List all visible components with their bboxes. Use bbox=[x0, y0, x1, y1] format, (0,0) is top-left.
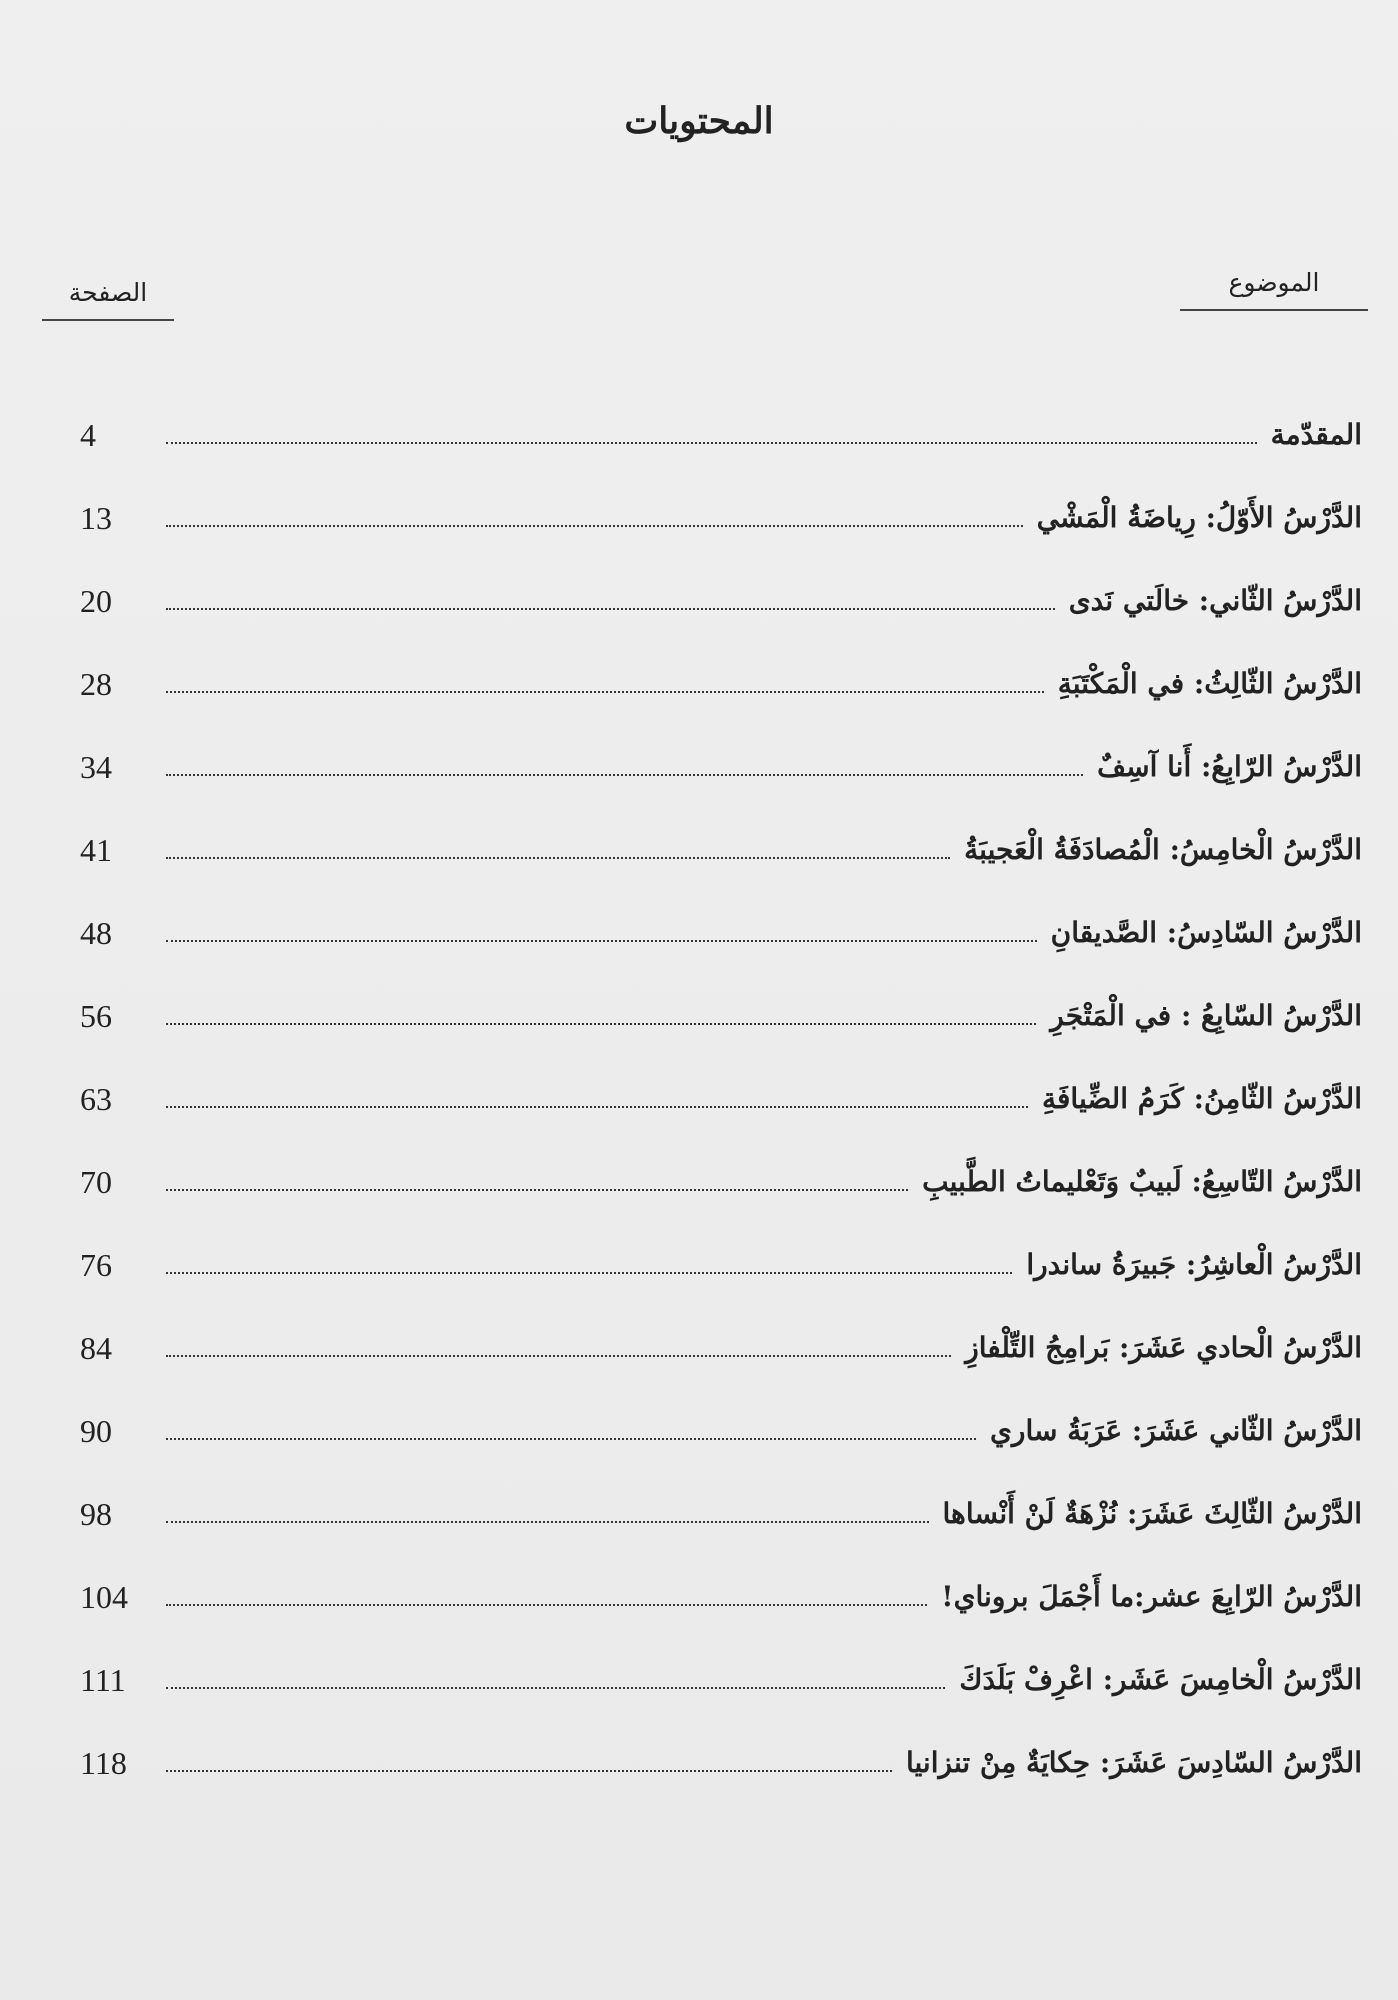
dot-leader bbox=[166, 1271, 1012, 1274]
dot-leader bbox=[166, 1188, 908, 1191]
dot-leader bbox=[166, 1437, 976, 1440]
toc-entry-page: 20 bbox=[80, 583, 112, 619]
dot-leader bbox=[166, 524, 1023, 527]
toc-entry-lesson-15 bbox=[80, 1617, 1362, 1700]
table-of-contents bbox=[80, 372, 1362, 1783]
toc-entry-page: 111 bbox=[80, 1662, 126, 1698]
toc-entry-title: الدَّرْسُ الْعاشِرُ: جَبيرَةُ ساندرا bbox=[1026, 1248, 1362, 1281]
toc-entry-title: الدَّرْسُ الثّالِثَ عَشَرَ: نُزْهَةٌ لَنْ أَنْساها bbox=[942, 1497, 1362, 1530]
toc-entry-lesson-2 bbox=[80, 538, 1362, 621]
toc-entry-page: 48 bbox=[80, 915, 112, 951]
toc-entry-title: الدَّرْسُ الْحادي عَشَرَ: بَرامِجُ التِّلْفازِ bbox=[965, 1331, 1362, 1364]
toc-entry-page: 63 bbox=[80, 1081, 112, 1117]
toc-entry-title: الدَّرْسُ الرّابِعَ عشر:ما أَجْمَلَ بروناي! bbox=[941, 1580, 1362, 1613]
toc-entry-title: الدَّرْسُ السّادِسُ: الصَّديقانِ bbox=[1050, 916, 1362, 949]
toc-entry-lesson-6 bbox=[80, 870, 1362, 953]
toc-entry-lesson-3 bbox=[80, 621, 1362, 704]
toc-entry-title: الدَّرْسُ الثّامِنُ: كَرَمُ الضِّيافَةِ bbox=[1042, 1082, 1362, 1115]
column-header-page: الصفحة bbox=[42, 278, 174, 321]
toc-entry-page: 84 bbox=[80, 1330, 112, 1366]
dot-leader bbox=[166, 1520, 929, 1523]
toc-entry-lesson-12 bbox=[80, 1368, 1362, 1451]
dot-leader bbox=[166, 1105, 1028, 1108]
toc-entry-title: الدَّرْسُ الثّاني عَشَرَ: عَرَبَةُ ساري bbox=[990, 1414, 1362, 1447]
toc-entry-title: الدَّرْسُ السّادِسَ عَشَرَ: حِكايَةٌ مِنْ تنزانيا bbox=[905, 1746, 1362, 1779]
toc-entry-lesson-14 bbox=[80, 1534, 1362, 1617]
dot-leader bbox=[166, 607, 1055, 610]
toc-entry-page: 90 bbox=[80, 1413, 112, 1449]
toc-entry-title: الدَّرْسُ السّابِعُ : في الْمَتْجَرِ bbox=[1050, 999, 1362, 1032]
dot-leader bbox=[166, 856, 950, 859]
toc-entry-title: الدَّرْسُ الْخامِسَ عَشَر: اعْرِفْ بَلَدَكَ bbox=[959, 1663, 1362, 1696]
page-title: المحتويات bbox=[624, 100, 774, 142]
toc-entry-title: الدَّرْسُ الثّاني: خالَتي نَدى bbox=[1068, 584, 1362, 617]
toc-entry-page: 56 bbox=[80, 998, 112, 1034]
toc-entry-title: الدَّرْسُ التّاسِعُ: لَبيبٌ وَتَعْليماتُ الطَّبيبِ bbox=[922, 1165, 1362, 1198]
toc-entry-lesson-1 bbox=[80, 455, 1362, 538]
toc-entry-lesson-4 bbox=[80, 704, 1362, 787]
toc-entry-page: 104 bbox=[80, 1579, 128, 1615]
toc-entry-page: 98 bbox=[80, 1496, 112, 1532]
dot-leader bbox=[166, 1686, 945, 1689]
toc-entry-title: الدَّرْسُ الثّالِثُ: في الْمَكْتَبَةِ bbox=[1057, 667, 1362, 700]
dot-leader bbox=[166, 1769, 892, 1772]
toc-entry-title: الدَّرْسُ الرّابِعُ: أَنا آسِفٌ bbox=[1097, 750, 1362, 783]
toc-entry-title: المقدّمة bbox=[1270, 418, 1362, 451]
toc-entry-lesson-7 bbox=[80, 953, 1362, 1036]
toc-entry-page: 28 bbox=[80, 666, 112, 702]
dot-leader bbox=[166, 1022, 1036, 1025]
toc-entry-title: الدَّرْسُ الأَوّلُ: رِياضَةُ الْمَشْي bbox=[1036, 501, 1362, 534]
toc-entry-lesson-11 bbox=[80, 1285, 1362, 1368]
dot-leader bbox=[166, 441, 1257, 444]
dot-leader bbox=[166, 1354, 951, 1357]
toc-entry-page: 34 bbox=[80, 749, 112, 785]
toc-entry-page: 4 bbox=[80, 417, 96, 453]
toc-entry-lesson-10 bbox=[80, 1202, 1362, 1285]
dot-leader bbox=[166, 939, 1037, 942]
toc-entry-page: 76 bbox=[80, 1247, 112, 1283]
dot-leader bbox=[166, 1603, 927, 1606]
toc-entry-page: 13 bbox=[80, 500, 112, 536]
toc-entry-page: 118 bbox=[80, 1745, 127, 1781]
toc-entry-lesson-5 bbox=[80, 787, 1362, 870]
toc-entry-lesson-13 bbox=[80, 1451, 1362, 1534]
toc-entry-lesson-9 bbox=[80, 1119, 1362, 1202]
dot-leader bbox=[166, 773, 1083, 776]
toc-entry-lesson-16 bbox=[80, 1700, 1362, 1783]
column-header-topic: الموضوع bbox=[1180, 268, 1368, 311]
toc-entry-page: 70 bbox=[80, 1164, 112, 1200]
toc-entry-page: 41 bbox=[80, 832, 112, 868]
toc-entry-title: الدَّرْسُ الْخامِسُ: الْمُصادَفَةُ الْعَجيبَةُ bbox=[964, 833, 1362, 866]
toc-entry-introduction bbox=[80, 372, 1362, 455]
toc-entry-lesson-8 bbox=[80, 1036, 1362, 1119]
dot-leader bbox=[166, 690, 1044, 693]
